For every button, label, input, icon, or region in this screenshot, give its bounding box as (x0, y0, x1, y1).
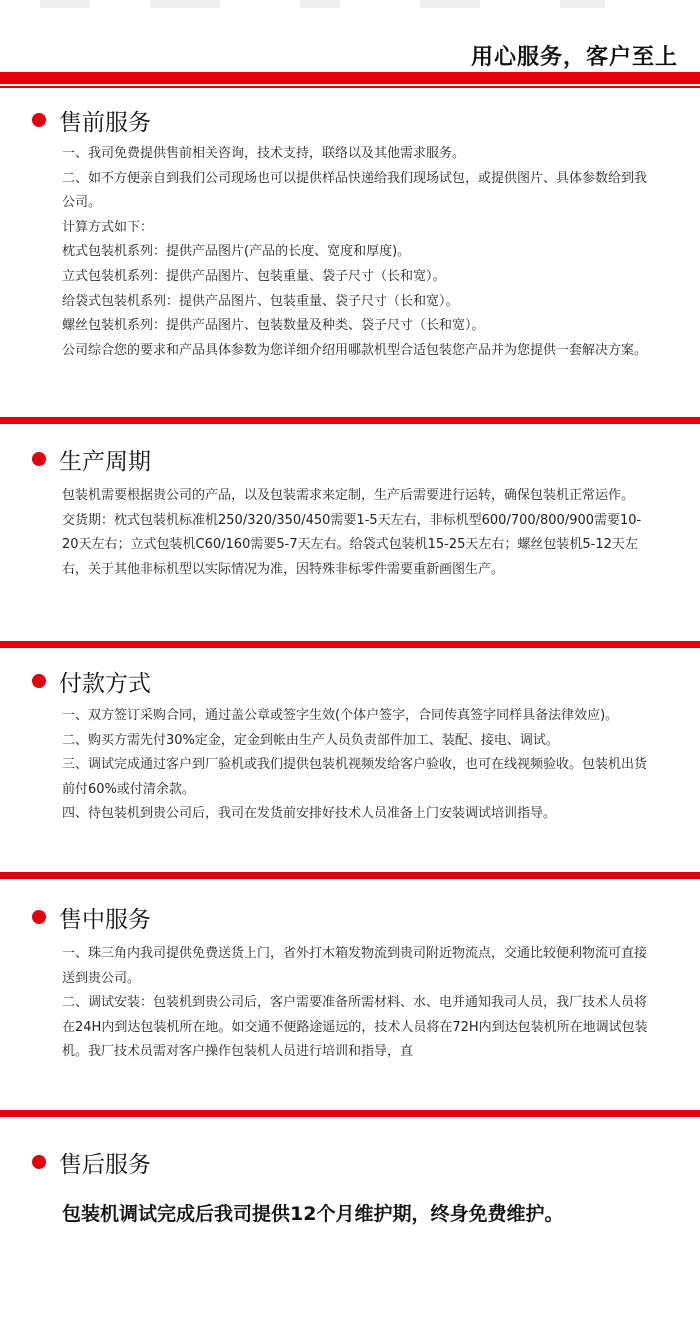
section-title: 售中服务 (59, 906, 151, 933)
section-body (62, 942, 652, 1065)
section-title: 售前服务 (59, 109, 151, 136)
section-body (62, 1199, 662, 1229)
paragraph: 包装机需要根据贵公司的产品，以及包装需求来定制，生产后需要进行运转，确保包装机正常运作。 (62, 488, 635, 503)
bullet-dot-icon (32, 674, 46, 688)
paragraph: 二、购买方需先付30%定金，定金到帐由生产人员负责部件加工、装配、接电、调试。 (62, 732, 559, 748)
section-body (62, 704, 652, 827)
bullet-dot-icon (32, 910, 46, 924)
section-body (62, 142, 652, 363)
section-heading (32, 104, 151, 136)
paragraph: 计算方式如下： (62, 219, 154, 235)
divider-bar (0, 641, 700, 648)
divider-bar (0, 72, 700, 84)
section-heading (32, 665, 151, 697)
section-heading (32, 443, 151, 475)
section-heading (32, 901, 151, 933)
section-title: 付款方式 (59, 670, 151, 697)
section-title: 售后服务 (59, 1151, 151, 1178)
divider-bar (0, 1110, 700, 1117)
paragraph: 立式包装机系列：提供产品图片、包装重量、袋子尺寸（长和宽）。 (62, 268, 446, 284)
paragraph: 公司综合您的要求和产品具体参数为您详细介绍用哪款机型合适包装您产品并为您提供一套解决方案。 (62, 342, 648, 358)
divider-bar (0, 417, 700, 424)
paragraph: 二、如不方便亲自到我们公司现场也可以提供样品快递给我们现场试包，或提供图片、具体参数给到我公司。 (62, 170, 648, 211)
paragraph: 交货期：枕式包装机标准机250/320/350/450需要1-5天左右，非标机型600/700/800/900需要10-20天左右；立式包装机C60/160需要5-7天左右。给袋式包装机15-25天左右；螺丝包装机5-12天左右，关于其他非标机型以实际情况为准，因特殊非标零件需要重新画图生产。 (62, 512, 642, 577)
paragraph: 四、待包装机到贵公司后，我司在发货前安排好技术人员准备上门安装调试培训指导。 (62, 806, 557, 822)
paragraph: 枕式包装机系列：提供产品图片(产品的长度、宽度和厚度)。 (62, 244, 411, 260)
bullet-dot-icon (32, 452, 46, 466)
bullet-dot-icon (32, 113, 46, 127)
paragraph: 包装机调试完成后我司提供12个月维护期，终身免费维护。 (62, 1203, 564, 1225)
paragraph: 给袋式包装机系列：提供产品图片、包装重量、袋子尺寸（长和宽）。 (62, 293, 459, 309)
section-title: 生产周期 (59, 448, 151, 475)
section-heading (32, 1146, 151, 1178)
section-body (62, 484, 652, 582)
paragraph: 二、调试安装：包装机到贵公司后，客户需要准备所需材料、水、电并通知我司人员，我厂技术人员将在24H内到达包装机所在地。如交通不便路途遥远的，技术人员将在72H内到达包装机所在地调试包装机。我厂技术员需对客户操作包装机人员进行培训和指导，直 (62, 995, 648, 1060)
divider-line (0, 86, 700, 88)
paragraph: 三、调试完成通过客户到厂验机或我们提供包装机视频发给客户验收，也可在线视频验收。包装机出货前付60%或付清余款。 (62, 757, 648, 797)
slogan: 用心服务，客户至上 (470, 45, 678, 70)
bullet-dot-icon (32, 1155, 46, 1169)
paragraph: 一、双方签订采购合同，通过盖公章或签字生效(个体户签字，合同传真签字同样具备法律效应)。 (62, 708, 619, 723)
divider-bar (0, 872, 700, 879)
paragraph: 一、我司免费提供售前相关咨询，技术支持，联络以及其他需求服务。 (62, 146, 466, 161)
paragraph: 螺丝包装机系列：提供产品图片、包装数量及种类、袋子尺寸（长和宽）。 (62, 318, 485, 334)
top-decoration (0, 0, 700, 10)
paragraph: 一、珠三角内我司提供免费送货上门，省外打木箱发物流到贵司附近物流点，交通比较便利物流可直接送到贵公司。 (62, 946, 648, 986)
